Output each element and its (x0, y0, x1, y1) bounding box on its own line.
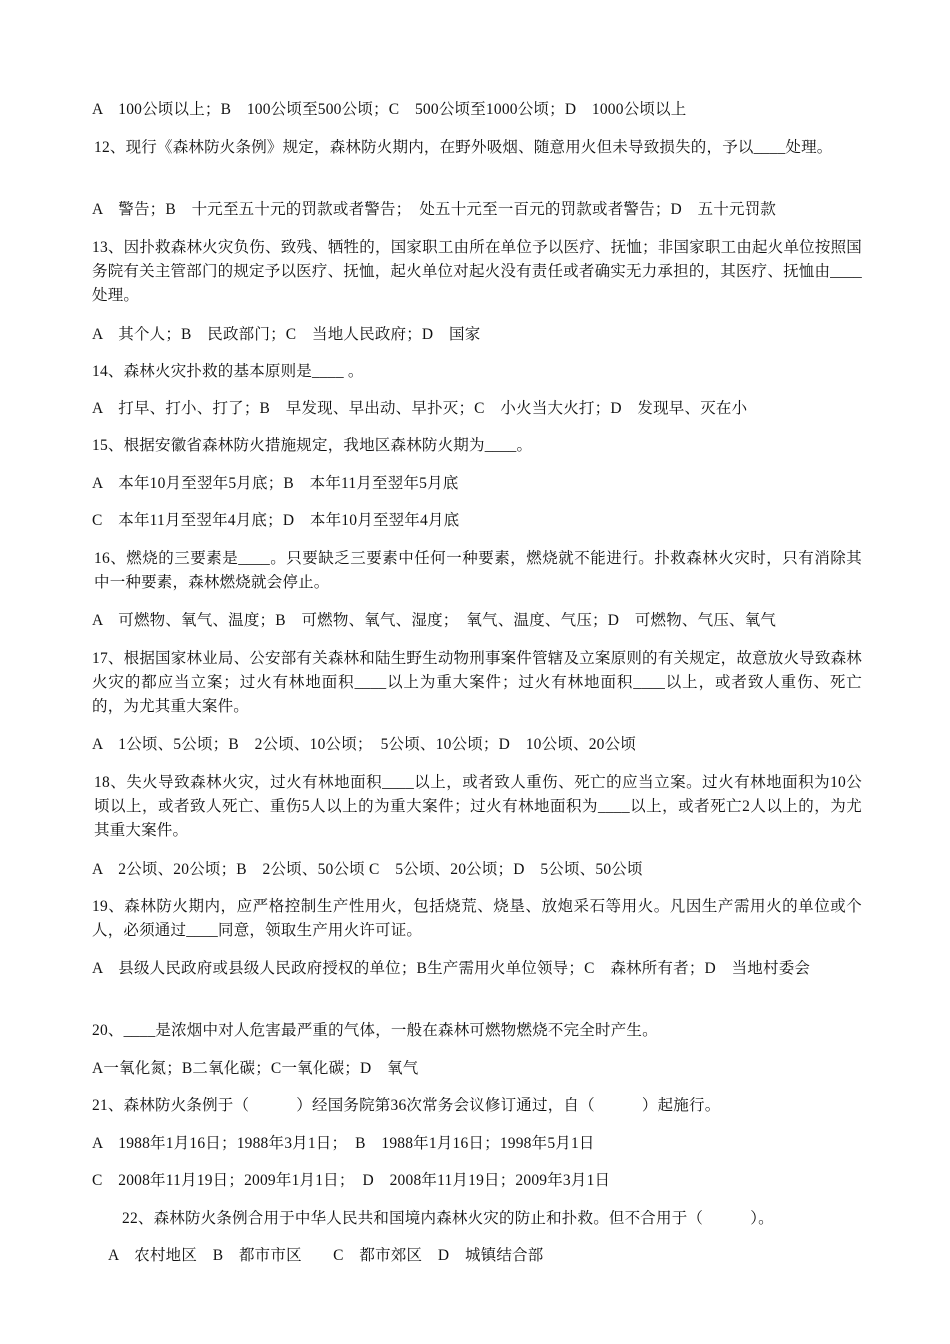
q14-options: A 打早、打小、打了；B 早发现、早出动、早扑灭；C 小火当大火打；D 发现早、灭在小 (92, 400, 748, 417)
q20-question: 20、____是浓烟中对人危害最严重的气体，一般在森林可燃物燃烧不完全时产生。 (92, 1022, 658, 1039)
q21-question: 21、森林防火条例于（ ）经国务院第36次常务会议修订通过，自（ ）起施行。 (92, 1097, 721, 1114)
q22-options: A 农村地区 B 都市市区 C 都市郊区 D 城镇结合部 (108, 1247, 544, 1264)
q16-question: 16、燃烧的三要素是____。只要缺乏三要素中任何一种要素，燃烧就不能进行。扑救森林火灾时，只有消除其中一种要素，森林燃烧就会停止。 (94, 550, 862, 591)
q19-question: 19、森林防火期内，应严格控制生产性用火，包括烧荒、烧垦、放炮采石等用火。凡因生产需用火的单位或个人，必须通过____同意，领取生产用火许可证。 (92, 898, 862, 939)
q18-question: 18、失火导致森林火灾，过火有林地面积____以上，或者致人重伤、死亡的应当立案。过火有林地面积为10公顷以上，或者致人死亡、重伤5人以上的为重大案件；过火有林地面积为____以上，或者死亡2人以上的，为尤其重大案件。 (94, 774, 862, 839)
q13-options: A 其个人；B 民政部门；C 当地人民政府；D 国家 (92, 326, 481, 343)
q14-question: 14、森林火灾扑救的基本原则是____ 。 (92, 363, 364, 380)
q12-options: A 警告；B 十元至五十元的罚款或者警告； 处五十元至一百元的罚款或者警告；D 五十元罚款 (92, 201, 777, 218)
q12-question: 12、现行《森林防火条例》规定，森林防火期内，在野外吸烟、随意用火但未导致损失的，予以____处理。 (94, 139, 833, 156)
q20-options: A一氧化氮；B二氧化碳；C一氧化碳；D 氧气 (92, 1060, 419, 1077)
q22-question: 22、森林防火条例合用于中华人民共和国境内森林火灾的防止和扑救。但不合用于（ ）。 (122, 1210, 774, 1227)
q11-options: A 100公顷以上；B 100公顷至500公顷；C 500公顷至1000公顷；D 1000公顷以上 (92, 101, 687, 118)
q16-options: A 可燃物、氧气、温度；B 可燃物、氧气、湿度； 氧气、温度、气压；D 可燃物、气压、氧气 (92, 612, 777, 629)
q15-question: 15、根据安徽省森林防火措施规定，我地区森林防火期为____。 (92, 437, 533, 454)
q18-options: A 2公顷、20公顷；B 2公顷、50公顷 C 5公顷、20公顷；D 5公顷、50公顷 (92, 861, 643, 878)
q17-options: A 1公顷、5公顷；B 2公顷、10公顷； 5公顷、10公顷；D 10公顷、20公顷 (92, 736, 637, 753)
q17-question: 17、根据国家林业局、公安部有关森林和陆生野生动物刑事案件管辖及立案原则的有关规定，故意放火导致森林火灾的都应当立案；过火有林地面积____以上为重大案件；过火有林地面积____以上，或者致人重伤、死亡的，为尤其重大案件。 (92, 650, 862, 715)
q15-options-cd: C 本年11月至翌年4月底；D 本年10月至翌年4月底 (92, 512, 460, 529)
q21-options-cd: C 2008年11月19日；2009年1月1日； D 2008年11月19日；2009年3月1日 (92, 1172, 611, 1189)
q21-options-ab: A 1988年1月16日；1988年3月1日； B 1988年1月16日；1998年5月1日 (92, 1135, 595, 1152)
q19-options: A 县级人民政府或县级人民政府授权的单位；B生产需用火单位领导；C 森林所有者；D 当地村委会 (92, 960, 811, 977)
q15-options-ab: A 本年10月至翌年5月底；B 本年11月至翌年5月底 (92, 475, 459, 492)
q13-question: 13、因扑救森林火灾负伤、致残、牺牲的，国家职工由所在单位予以医疗、抚恤；非国家职工由起火单位按照国务院有关主管部门的规定予以医疗、抚恤，起火单位对起火没有责任或者确实无力承担的，其医疗、抚恤由____处理。 (92, 239, 862, 304)
